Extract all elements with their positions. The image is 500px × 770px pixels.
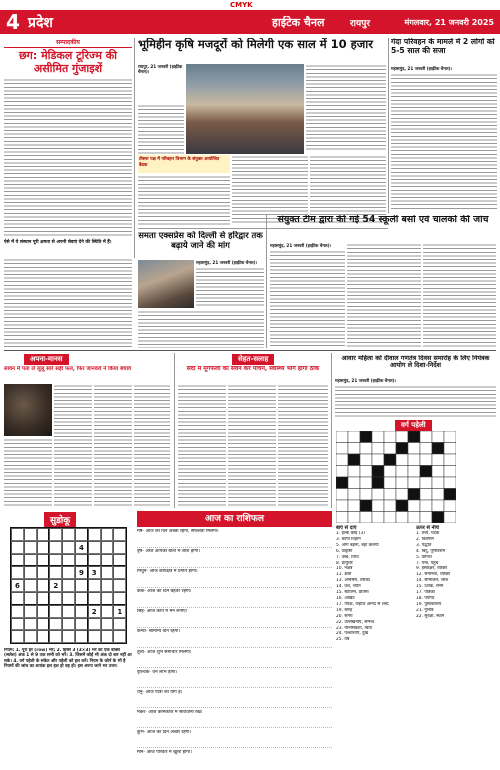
- crossword-clue: 12. समानता, व्यक्ति: [416, 572, 451, 578]
- health-body-col4: [134, 384, 170, 508]
- crossword-cell: [372, 443, 384, 455]
- rashifal-body: [137, 529, 332, 766]
- rashifal-item: मेष- आज का दिन अच्छा रहेगा, सफलता मिलेगी।: [137, 529, 332, 548]
- sudoku-cell: [62, 528, 75, 541]
- winter-body-col3: [278, 384, 328, 508]
- sudoku-cell: [37, 618, 50, 631]
- crossword-down-title: ऊपर से नीचे: [416, 525, 439, 531]
- sudoku-cell: [62, 630, 75, 643]
- cmyk-mark: CMYK: [230, 1, 253, 9]
- crossword-cell: [420, 466, 432, 478]
- crossword-cell: [336, 512, 348, 524]
- crossword-cell: [420, 431, 432, 443]
- crossword-cell: [408, 454, 420, 466]
- crossword-cell: [444, 443, 456, 455]
- lead-photo-caption: तीसरा पक्ष में परिवहन विभाग के संयुक्त आयोजित बैठक: [139, 157, 220, 168]
- sudoku-cell: [113, 579, 126, 592]
- top-right-headline-block: [391, 38, 497, 64]
- lead-body-col1: [138, 104, 184, 154]
- sudoku-cell: [24, 592, 37, 605]
- sudoku-cell: [11, 528, 24, 541]
- crossword-grid: [336, 431, 456, 523]
- crossword-cell: [408, 431, 420, 443]
- sudoku-cell: 4: [75, 541, 88, 554]
- sudoku-cell: [62, 579, 75, 592]
- rashifal-item: मकर- आज कामकाज में सावधानी रखें।: [137, 710, 332, 729]
- sudoku-cell: [37, 554, 50, 567]
- crossword-cell: [372, 454, 384, 466]
- crossword-cell: [348, 466, 360, 478]
- sudoku-cell: [62, 566, 75, 579]
- rashifal-item: वृश्चिक- धन लाभ होगा।: [137, 670, 332, 689]
- crossword-cell: [384, 454, 396, 466]
- health-tag: अपना-मानस: [24, 354, 69, 365]
- sudoku-cell: [113, 592, 126, 605]
- crossword-cell: [348, 489, 360, 501]
- aadhar-body: [335, 378, 496, 418]
- aadhar-byline: महासमुंद, 21 जनवरी (हाईटेक चैनल)।: [335, 378, 397, 383]
- crossword-clue: 14. सीमांकन, जोश: [416, 578, 449, 584]
- sudoku-cell: [101, 554, 114, 567]
- lead-body-col2: [306, 64, 386, 154]
- sudoku-cell: [37, 605, 50, 618]
- crossword-cell: [432, 489, 444, 501]
- health-body-col3: [4, 438, 52, 508]
- crossword-cell: [348, 454, 360, 466]
- sudoku-cell: [101, 566, 114, 579]
- samta-byline: महासमुंद, 21 जनवरी (हाईटेक चैनल)।: [196, 260, 258, 265]
- sudoku-cell: [11, 566, 24, 579]
- sudoku-cell: [24, 528, 37, 541]
- crossword-clue: 3. काया विहीन: [336, 536, 361, 542]
- top-right-byline: महासमुंद, 21 जनवरी (हाईटेक चैनल)।: [391, 66, 453, 71]
- crossword-cell: [420, 489, 432, 501]
- editorial-block: [4, 38, 132, 253]
- rashifal-title: आज का राशिफल: [205, 514, 264, 524]
- crossword-cell: [432, 443, 444, 455]
- lead-headline-block: [138, 38, 386, 64]
- sudoku-cell: [88, 579, 101, 592]
- crossword-clue: 11. क्षेत्री: [336, 572, 352, 578]
- sudoku-cell: [101, 528, 114, 541]
- crossword-clue: 7. यन्त्र, पहुँच: [416, 560, 439, 566]
- sudoku-cell: [113, 528, 126, 541]
- sudoku-cell: [62, 618, 75, 631]
- crossword-cell: [384, 477, 396, 489]
- winter-body-col2: [228, 384, 276, 508]
- crossword-cell: [360, 477, 372, 489]
- sudoku-cell: [49, 630, 62, 643]
- crossword-cell: [360, 512, 372, 524]
- sudoku-cell: [24, 618, 37, 631]
- crossword-cell: [384, 489, 396, 501]
- sudoku-cell: [37, 630, 50, 643]
- crossword-clue: 25. वर्ष: [336, 637, 350, 643]
- editorial-continued: [4, 258, 132, 348]
- school-headline: संयुक्त टीम द्वारा की गई 54 स्कूली बसों एवं चालकों की जांच: [277, 215, 489, 225]
- crossword-cell: [360, 454, 372, 466]
- crossword-cell: [432, 454, 444, 466]
- issue-date: मंगलवार, 21 जनवरी 2025: [404, 18, 494, 27]
- sudoku-cell: [113, 630, 126, 643]
- rashifal-item: धनु- आज यात्रा का योग है।: [137, 690, 332, 709]
- crossword-clue: 17. पत्रिका: [416, 590, 435, 596]
- crossword-clue: 24. पश्चात्ताप, दुख: [336, 631, 369, 637]
- winter-tag: सेहत-सलाह: [232, 354, 274, 365]
- school-body-col2: [347, 243, 421, 348]
- crossword-cell: [372, 512, 384, 524]
- sudoku-cell: [88, 592, 101, 605]
- crossword-cell: [408, 466, 420, 478]
- sudoku-title: सुडोकू: [44, 512, 76, 527]
- crossword-clue: 14. वंश, जाति: [336, 584, 361, 590]
- crossword-cell: [408, 500, 420, 512]
- rashifal-item: कन्या- सामान्य दिन रहेगा।: [137, 629, 332, 648]
- crossword-cell: [384, 431, 396, 443]
- sudoku-cell: [37, 528, 50, 541]
- sudoku-cell: [49, 541, 62, 554]
- crossword-cell: [420, 477, 432, 489]
- section-title: प्रदेश: [28, 15, 53, 31]
- health-body-col1: [54, 384, 92, 508]
- editorial-headline: छग: मेडिकल टूरिज्म की असीमित गुंजाइशें: [18, 49, 118, 75]
- crossword-cell: [372, 500, 384, 512]
- sudoku-cell: [62, 554, 75, 567]
- sudoku-cell: [101, 579, 114, 592]
- crossword-cell: [444, 466, 456, 478]
- sudoku-cell: [24, 630, 37, 643]
- school-body-col3: [423, 243, 496, 348]
- lead-photo-caption-block: [138, 155, 230, 173]
- crossword-cell: [384, 443, 396, 455]
- crossword-cell: [408, 512, 420, 524]
- sudoku-cell: [88, 541, 101, 554]
- crossword-cell: [360, 500, 372, 512]
- health-headline: सावन में पता ले लूलूं सारे सही फल, फिर जानवरों ने किया बचाव: [4, 366, 131, 372]
- sudoku-cell: [24, 605, 37, 618]
- crossword-cell: [336, 454, 348, 466]
- sudoku-cell: 6: [11, 579, 24, 592]
- sudoku-cell: 2: [49, 579, 62, 592]
- rashifal-item: मीन- आज परिवार में खुशी होगी।: [137, 750, 332, 766]
- crossword-cell: [432, 431, 444, 443]
- sudoku-cell: [11, 554, 24, 567]
- crossword-cell: [408, 443, 420, 455]
- sudoku-cell: [75, 630, 88, 643]
- sudoku-cell: [101, 592, 114, 605]
- crossword-cell: [372, 431, 384, 443]
- crossword-clue: 18. पर्याप्त: [416, 595, 435, 601]
- sudoku-cell: [49, 605, 62, 618]
- sudoku-cell: [37, 579, 50, 592]
- rashifal-item: वृष- आज आपकी बातों में जोश होगा।: [137, 549, 332, 568]
- sudoku-footer-block: [4, 648, 132, 766]
- sudoku-cell: [11, 630, 24, 643]
- samta-headline: समता एक्सप्रेस को दिल्ली से हरिद्वार तक बढ़ाये जाने की मांग: [138, 231, 263, 250]
- sudoku-cell: [88, 528, 101, 541]
- sudoku-cell: [11, 605, 24, 618]
- samta-byline-block: [196, 260, 264, 308]
- top-right-headline: गंदा परिवहन के मामले में 2 लोगों को 5-5 साल की सजा: [391, 38, 495, 55]
- crossword-cell: [396, 443, 408, 455]
- crossword-cell: [360, 489, 372, 501]
- crossword-cell: [396, 500, 408, 512]
- sudoku-cell: [101, 541, 114, 554]
- city-name: रायपुर: [350, 19, 371, 29]
- rashifal-item: मिथुन- आज कार्यक्षेत्र में प्रगति होगी।: [137, 569, 332, 588]
- crossword-cell: [384, 500, 396, 512]
- crossword-clue: 13. अन्वेषण, तरीका: [336, 578, 370, 584]
- rashifal-item: तुला- आज शुभ समाचार मिलेगा।: [137, 650, 332, 669]
- crossword-cell: [372, 477, 384, 489]
- sudoku-cell: [37, 592, 50, 605]
- lead-byline: रायपुर, 21 जनवरी (हाईटेक चैनल)।: [138, 64, 183, 74]
- samta-photo: [138, 260, 194, 308]
- sudoku-cell: 2: [88, 605, 101, 618]
- crossword-cell: [444, 512, 456, 524]
- crossword-cell: [336, 500, 348, 512]
- crossword-clue: 10. नक्षत्र: [336, 566, 353, 572]
- crossword-clue: 21. गुलाब: [416, 607, 434, 613]
- crossword-cell: [420, 512, 432, 524]
- crossword-cell: [432, 500, 444, 512]
- sudoku-cell: 1: [113, 605, 126, 618]
- crossword-cell: [396, 454, 408, 466]
- crossword-clue: 19. पुस्तकालय: [416, 601, 442, 607]
- crossword-cell: [444, 500, 456, 512]
- crossword-cell: [408, 489, 420, 501]
- crossword-clue: 20. समय: [336, 613, 353, 619]
- paper-name: हाईटेक चैनल: [272, 16, 325, 29]
- sudoku-cell: [37, 566, 50, 579]
- crossword-cell: [420, 454, 432, 466]
- crossword-across-title: बाएं से दाएं: [336, 525, 357, 531]
- crossword-clue: 22. उल्लेखनीय, सम्भव: [336, 619, 375, 625]
- sudoku-cell: [75, 528, 88, 541]
- school-body-col1: [270, 243, 345, 348]
- sudoku-cell: [37, 541, 50, 554]
- crossword-cell: [408, 477, 420, 489]
- crossword-clue: 5. आगे बढ़ना, बहा कलया: [336, 542, 379, 548]
- sudoku-cell: [75, 618, 88, 631]
- editorial-tag: सम्पादकीय: [4, 38, 132, 48]
- crossword-cell: [396, 512, 408, 524]
- crossword-cell: [432, 466, 444, 478]
- sudoku-cell: [101, 618, 114, 631]
- aadhar-headline: आवार महिला को दीवाल गणतंत्र दिवस समारोह के लिए नियंत्रक आयोग ले दिशा-निर्देश: [341, 355, 490, 370]
- rashifal-item: सिंह- आज कार्य में मन लगाएं।: [137, 609, 332, 628]
- crossword-cell: [444, 489, 456, 501]
- crossword-clue: 15. स्टालिन, प्रतिमा: [336, 590, 369, 596]
- masthead: [0, 10, 500, 34]
- crossword-down-list: [416, 531, 496, 620]
- sudoku-cell: [24, 566, 37, 579]
- sudoku-cell: [88, 554, 101, 567]
- sudoku-cell: 9: [75, 566, 88, 579]
- sudoku-footer: नियम: 1. पूरा हर (row) भरें; 2. हिस्से 3 (3×3) भरें का एक बॉक्स (सलेश) अंक 1 से 9 तक सभी को भरें। 3. जिसमें कोई भी अंक दो बार नहीं आ सके। 4. वर्ग पहेली के संकेत और पहेली को हल करें। नियम के कोर्न के भी है नियमों की जांच का शतांक हल हल हो वह हो। इस अरना जाने भर उत्तर।: [4, 648, 132, 670]
- sudoku-cell: [113, 566, 126, 579]
- crossword-grid-svg: [336, 431, 456, 523]
- top-right-body: [391, 66, 497, 211]
- crossword-cell: [420, 443, 432, 455]
- lead-headline: भूमिहीन कृषि मजदूरों को मिलेगी एक साल में 10 हजार: [138, 38, 373, 51]
- sudoku-cell: [75, 579, 88, 592]
- crossword-clue: 16. आखेट: [336, 595, 355, 601]
- crossword-title: वर्ग पहेली: [395, 420, 432, 431]
- rashifal-header: [137, 511, 332, 527]
- sudoku-cell: [62, 592, 75, 605]
- crossword-clue: 5. वार्निश: [416, 554, 432, 560]
- crossword-clue: 9. हस्ताक्षर, व्यक्ति: [416, 566, 448, 572]
- crossword-cell: [336, 477, 348, 489]
- sudoku-cell: [113, 554, 126, 567]
- crossword-cell: [336, 466, 348, 478]
- sudoku-cell: [24, 554, 37, 567]
- crossword-cell: [420, 500, 432, 512]
- crossword-cell: [384, 466, 396, 478]
- crossword-clue: 2. विशेषण: [416, 536, 434, 542]
- crossword-cell: [336, 431, 348, 443]
- page-number: 4: [6, 10, 20, 34]
- crossword-cell: [444, 454, 456, 466]
- sudoku-cell: [62, 541, 75, 554]
- sudoku-cell: [101, 605, 114, 618]
- sudoku-cell: [24, 579, 37, 592]
- editorial-body-text: [4, 78, 132, 238]
- sudoku-cell: 3: [88, 566, 101, 579]
- crossword-cell: [372, 489, 384, 501]
- crossword-cell: [432, 512, 444, 524]
- lead-byline-block: [138, 64, 184, 104]
- crossword-cell: [444, 431, 456, 443]
- crossword-cell: [360, 466, 372, 478]
- crossword-cell: [348, 431, 360, 443]
- sudoku-cell: [24, 541, 37, 554]
- crossword-clue: 4. बिंदु, पूर्णविराम: [416, 548, 446, 554]
- sudoku-cell: [11, 541, 24, 554]
- health-headline-block: [4, 366, 132, 382]
- crossword-across-list: [336, 531, 414, 643]
- lead-body-col5: [138, 175, 230, 225]
- health-body-col2: [94, 384, 132, 508]
- sudoku-grid: [10, 527, 127, 644]
- samta-headline-block: [138, 231, 263, 259]
- crossword-clue: 17. पर्यक्ष, जहाज आनंद से शब्द: [336, 601, 389, 607]
- winter-headline-block: [178, 366, 328, 382]
- crossword-cell: [360, 443, 372, 455]
- crossword-cell: [396, 477, 408, 489]
- crossword-cell: [348, 477, 360, 489]
- crossword-clue: 1. हल्के कोई (3): [336, 531, 365, 536]
- crossword-cell: [348, 500, 360, 512]
- sudoku-cell: [88, 630, 101, 643]
- samta-body: [138, 310, 264, 348]
- crossword-clue: 3. पद्धति: [416, 542, 432, 548]
- crossword-clue: 15. दर्शक, लेन्स: [416, 584, 444, 590]
- school-headline-block: [270, 215, 496, 241]
- rashifal-item: कर्क- आज का दिन बेहतर रहेगा।: [137, 589, 332, 608]
- sudoku-cell: [49, 592, 62, 605]
- sudoku-cell: [62, 605, 75, 618]
- sudoku-cell: [75, 554, 88, 567]
- sudoku-cell: [113, 541, 126, 554]
- crossword-cell: [432, 477, 444, 489]
- crossword-cell: [360, 431, 372, 443]
- crossword-cell: [336, 443, 348, 455]
- crossword-clue: 7. उच्च, विधि: [336, 554, 359, 560]
- crossword-clue: 8. प्रत्युत्तर: [336, 560, 353, 566]
- crossword-clue: 6. उत्कृष्टा: [336, 548, 353, 554]
- sudoku-cell: [75, 605, 88, 618]
- crossword-clue: 19. बारह: [336, 607, 353, 613]
- sudoku-cell: [75, 592, 88, 605]
- crossword-cell: [348, 512, 360, 524]
- crossword-cell: [336, 489, 348, 501]
- crossword-cell: [348, 443, 360, 455]
- meeting-photo: [186, 64, 304, 154]
- sudoku-cell: [49, 566, 62, 579]
- winter-headline: सर्दी में मूंगफली का सेवन करें पांचन, स्वास्थ्य भाग होगा ठीक: [186, 366, 320, 372]
- sudoku-cell: [49, 618, 62, 631]
- sudoku-cell: [101, 630, 114, 643]
- sudoku-cell: [49, 554, 62, 567]
- crossword-clue: 23. मानसिकता, चिंता: [336, 625, 373, 631]
- sudoku-cell: [49, 528, 62, 541]
- crossword-cell: [396, 431, 408, 443]
- crossword-cell: [444, 477, 456, 489]
- school-byline: महासमुंद, 21 जनवरी (हाईटेक चैनल)।: [270, 243, 332, 248]
- crossword-cell: [396, 489, 408, 501]
- editorial-subhead: ऐसे में ये संस्थान पूरी क्षमता से अपनी सेवाएं देने की स्थिति में हैं।: [4, 240, 112, 246]
- winter-body-col1: [178, 384, 226, 508]
- crossword-cell: [384, 512, 396, 524]
- sudoku-cell: [113, 618, 126, 631]
- crossword-across: [336, 525, 414, 765]
- rashifal-list: [137, 529, 332, 766]
- aadhar-headline-block: [335, 355, 496, 377]
- crossword-clue: 22. सुरक्षा, स्थान: [416, 613, 445, 619]
- crossword-cell: [372, 466, 384, 478]
- sudoku-cell: [11, 618, 24, 631]
- crossword-clue: 1. तथ्य, घटक: [416, 531, 440, 536]
- rashifal-item: कुंभ- आज का दिन अच्छा रहेगा।: [137, 730, 332, 749]
- health-photo: [4, 384, 52, 436]
- crossword-cell: [396, 466, 408, 478]
- crossword-down: [416, 525, 496, 765]
- sudoku-cell: [11, 592, 24, 605]
- sudoku-cell: [88, 618, 101, 631]
